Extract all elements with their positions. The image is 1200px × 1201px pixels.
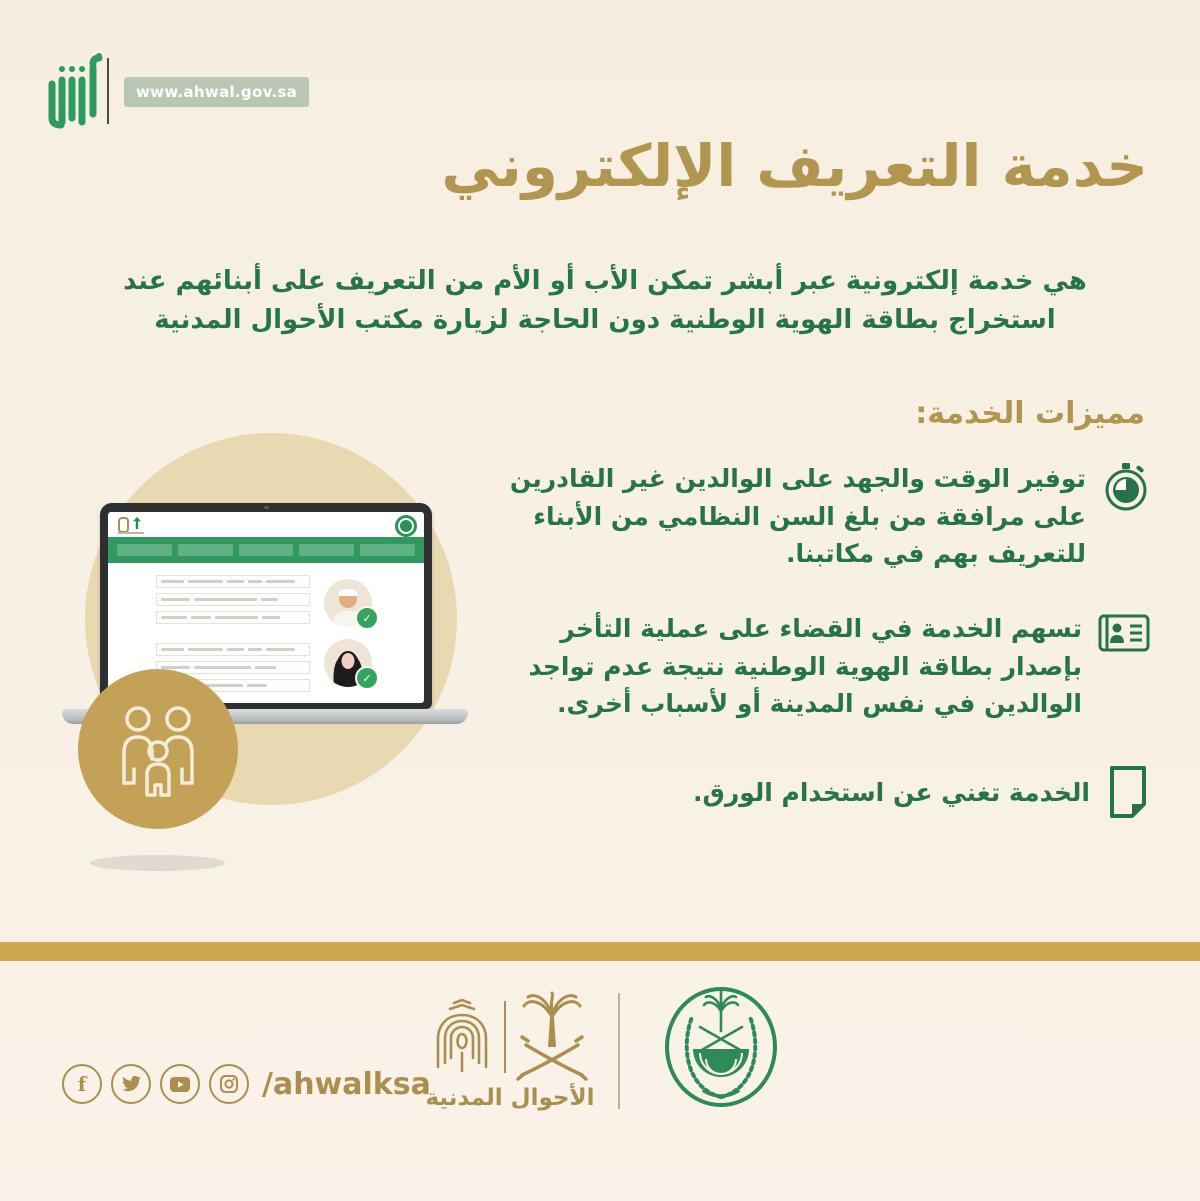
youtube-icon[interactable] [160,1064,200,1104]
nav-tab[interactable] [239,544,294,556]
feature-text: تسهم الخدمة في القضاء على عملية التأخر بإصدار بطاقة الهوية الوطنية نتيجة عدم تواجد الوالدين في نفس المدينة أو لأسباب أخرى. [528,614,1082,718]
nav-tab[interactable] [117,544,172,556]
id-card-icon [1098,612,1150,658]
paper-icon [1106,764,1150,824]
feature-text: الخدمة تغني عن استخدام الورق. [692,778,1090,807]
feature-text: توفير الوقت والجهد على الوالدين غير القادرين على مرافقة من بلغ السن النظامي من الأبناء للتعريف بهم في مكاتبنا. [509,464,1086,568]
webpage-navbar [108,537,424,563]
verified-check-icon: ✓ [355,606,379,630]
footer-divider [618,993,620,1109]
stopwatch-icon [1102,462,1150,516]
nav-tab[interactable] [299,544,354,556]
service-description: هي خدمة إلكترونية عبر أبشر تمكن الأب أو الأم من التعريف على أبنائهم عند استخراج بطاقة الهوية الوطنية دون الحاجة لزيارة مكتب الأحوال المدنية [123,266,1087,335]
father-avatar [324,579,372,627]
civil-affairs-mini-logo [118,517,141,533]
features-heading: مميزات الخدمة: [915,396,1145,431]
feature-item-time-saving [504,460,1150,573]
form-fields-father [156,575,310,629]
nav-tab[interactable] [178,544,233,556]
ministry-of-interior-emblem [662,985,780,1117]
family-icon [100,691,216,807]
page-title: خدمة التعريف الإلكتروني [441,132,1148,200]
facebook-icon[interactable]: f [62,1064,102,1104]
shadow-ellipse [90,855,225,871]
mini-logo-caption [118,532,144,534]
civil-affairs-logo [420,991,605,1121]
instagram-icon[interactable] [209,1064,249,1104]
verified-check-icon: ✓ [355,666,379,690]
fingerprint-icon [430,999,494,1085]
feature-item-paperless [502,762,1150,824]
laptop-illustration [60,430,480,890]
website-url-badge[interactable]: www.ahwal.gov.sa [124,77,309,107]
family-badge [78,669,238,829]
feature-item-no-delay [494,610,1150,723]
header-divider [107,58,109,124]
footer [0,961,1200,1201]
org-name: الأحوال المدنية [425,1085,595,1111]
gold-divider-bar [0,942,1200,961]
webcam-dot [264,506,269,509]
moi-mini-emblem [395,515,417,537]
social-links [62,1064,431,1104]
nav-tab[interactable] [360,544,415,556]
absher-logo [45,52,103,134]
mother-avatar [324,639,372,687]
palm-swords-icon [514,991,590,1087]
social-handle[interactable]: /ahwalksa [262,1066,431,1102]
twitter-icon[interactable] [111,1064,151,1104]
logo-divider [504,1001,506,1073]
